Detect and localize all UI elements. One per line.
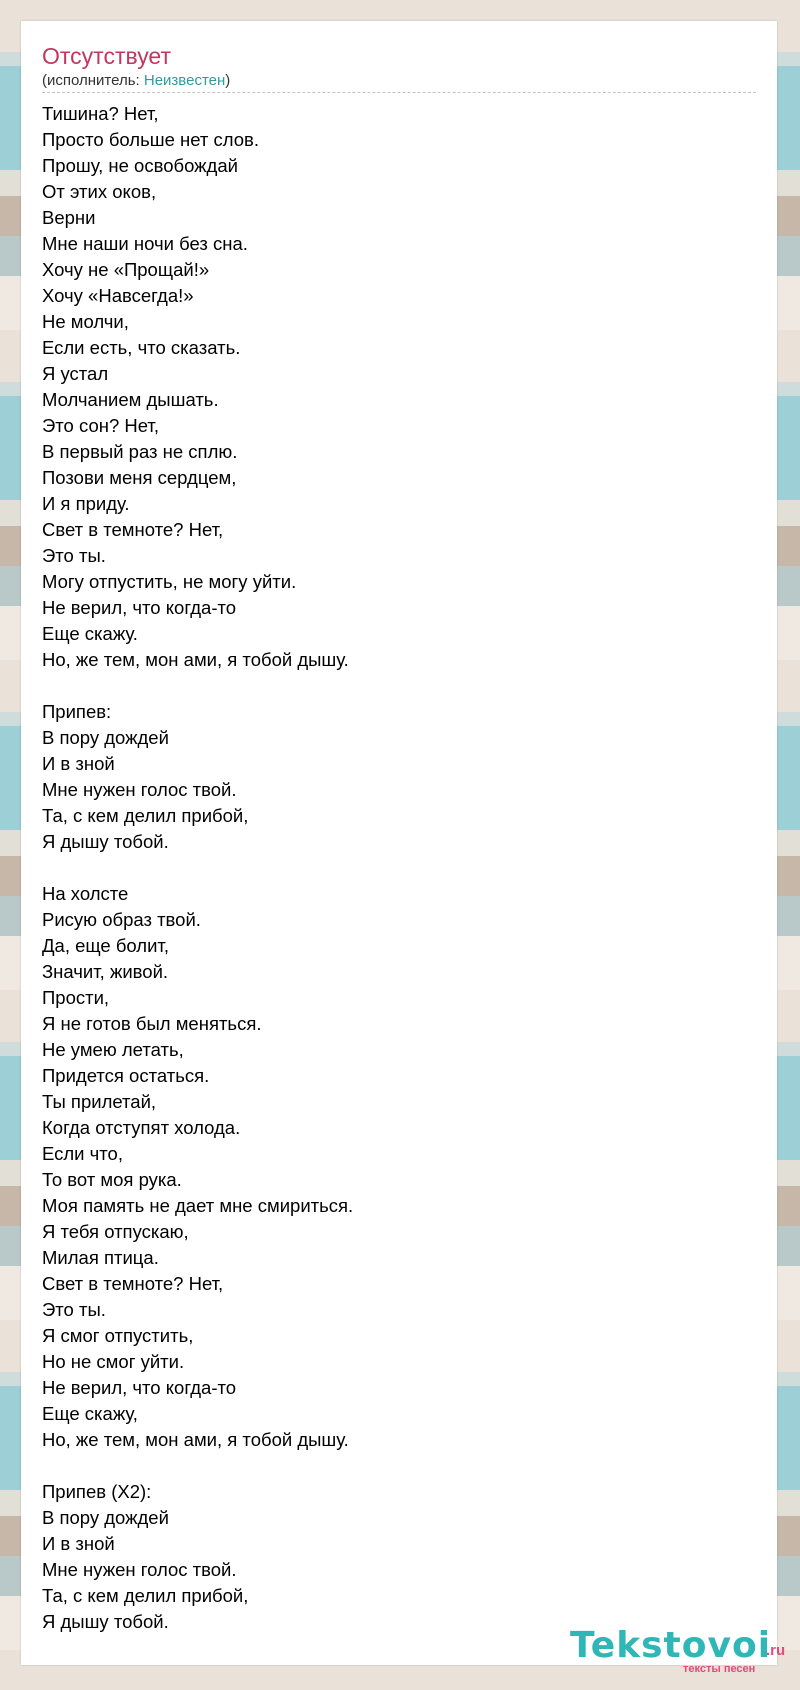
- lyric-line: Я смог отпустить,: [42, 1325, 194, 1346]
- lyric-line: И в зной: [42, 1533, 115, 1554]
- lyric-line: И в зной: [42, 753, 115, 774]
- site-logo[interactable]: [570, 1626, 795, 1676]
- lyric-line: Это ты.: [42, 545, 106, 566]
- lyric-line: Прошу, не освобождай: [42, 155, 238, 176]
- song-title: Отсутствует: [42, 43, 171, 69]
- lyric-line: [42, 1453, 742, 1479]
- lyric-line: Значит, живой.: [42, 961, 169, 982]
- lyric-line: Позови меня сердцем,: [42, 467, 237, 488]
- lyric-line: Мне нужен голос твой.: [42, 1559, 237, 1580]
- title-divider: [42, 92, 756, 93]
- lyric-line: Да, еще болит,: [42, 935, 169, 956]
- performer-suffix: ): [225, 72, 231, 89]
- lyric-line: Не верил, что когда-то: [42, 1377, 237, 1398]
- lyrics-text: [42, 101, 742, 1635]
- lyric-line: Не умею летать,: [42, 1039, 184, 1060]
- performer-link[interactable]: Неизвестен: [143, 72, 226, 89]
- lyric-line: Я тебя отпускаю,: [42, 1221, 189, 1242]
- lyric-line: Моя память не дает мне смириться.: [42, 1195, 354, 1216]
- lyric-line: От этих оков,: [42, 181, 157, 202]
- lyric-line: Я дышу тобой.: [42, 831, 169, 852]
- lyric-line: Но, же тем, мон ами, я тобой дышу.: [42, 649, 349, 670]
- lyric-line: На холсте: [42, 883, 129, 904]
- lyrics-card: [21, 21, 786, 1675]
- performer-prefix: (исполнитель:: [42, 72, 144, 89]
- lyric-line: Могу отпустить, не могу уйти.: [42, 571, 297, 592]
- lyric-line: Я не готов был меняться.: [42, 1013, 262, 1034]
- lyric-line: Свет в темноте? Нет,: [42, 1273, 224, 1294]
- logo-wordmark: Tekstovoi: [570, 1625, 772, 1666]
- lyric-line: [42, 855, 742, 881]
- lyric-line: Припев (Х2):: [42, 1481, 152, 1502]
- logo-tagline: тексты песен: [683, 1663, 756, 1675]
- lyric-line: Это сон? Нет,: [42, 415, 159, 436]
- lyric-line: В пору дождей: [42, 727, 169, 748]
- lyric-line: В пору дождей: [42, 1507, 169, 1528]
- performer-line: [42, 71, 230, 91]
- lyric-line: Милая птица.: [42, 1247, 159, 1268]
- lyric-line: Если что,: [42, 1143, 123, 1164]
- lyric-line: Та, с кем делил прибой,: [42, 1585, 249, 1606]
- lyric-line: Придется остаться.: [42, 1065, 210, 1086]
- lyric-line: Хочу «Навсегда!»: [42, 285, 194, 306]
- lyric-line: [42, 673, 742, 699]
- lyric-line: И я приду.: [42, 493, 130, 514]
- lyric-line: Но не смог уйти.: [42, 1351, 185, 1372]
- lyric-line: Тишина? Нет,: [42, 103, 159, 124]
- lyric-line: Это ты.: [42, 1299, 106, 1320]
- lyric-line: Прости,: [42, 987, 110, 1008]
- lyric-line: Когда отступят холода.: [42, 1117, 241, 1138]
- lyric-line: Но, же тем, мон ами, я тобой дышу.: [42, 1429, 349, 1450]
- logo-domain: .ru: [766, 1642, 786, 1659]
- lyric-line: Ты прилетай,: [42, 1091, 157, 1112]
- lyric-line: Не молчи,: [42, 311, 129, 332]
- lyric-line: Еще скажу,: [42, 1403, 138, 1424]
- lyric-line: Я дышу тобой.: [42, 1611, 169, 1632]
- lyric-line: Молчанием дышать.: [42, 389, 219, 410]
- lyric-line: Не верил, что когда-то: [42, 597, 237, 618]
- lyric-line: Если есть, что сказать.: [42, 337, 241, 358]
- lyric-line: Еще скажу.: [42, 623, 138, 644]
- lyric-line: Припев:: [42, 701, 112, 722]
- lyric-line: Мне наши ночи без сна.: [42, 233, 248, 254]
- lyric-line: Рисую образ твой.: [42, 909, 201, 930]
- lyric-line: В первый раз не сплю.: [42, 441, 238, 462]
- lyric-line: Верни: [42, 207, 96, 228]
- lyric-line: Просто больше нет слов.: [42, 129, 260, 150]
- lyric-line: Хочу не «Прощай!»: [42, 259, 210, 280]
- lyric-line: Та, с кем делил прибой,: [42, 805, 249, 826]
- lyric-line: Я устал: [42, 363, 109, 384]
- lyric-line: То вот моя рука.: [42, 1169, 182, 1190]
- lyric-line: Свет в темноте? Нет,: [42, 519, 224, 540]
- lyric-line: Мне нужен голос твой.: [42, 779, 237, 800]
